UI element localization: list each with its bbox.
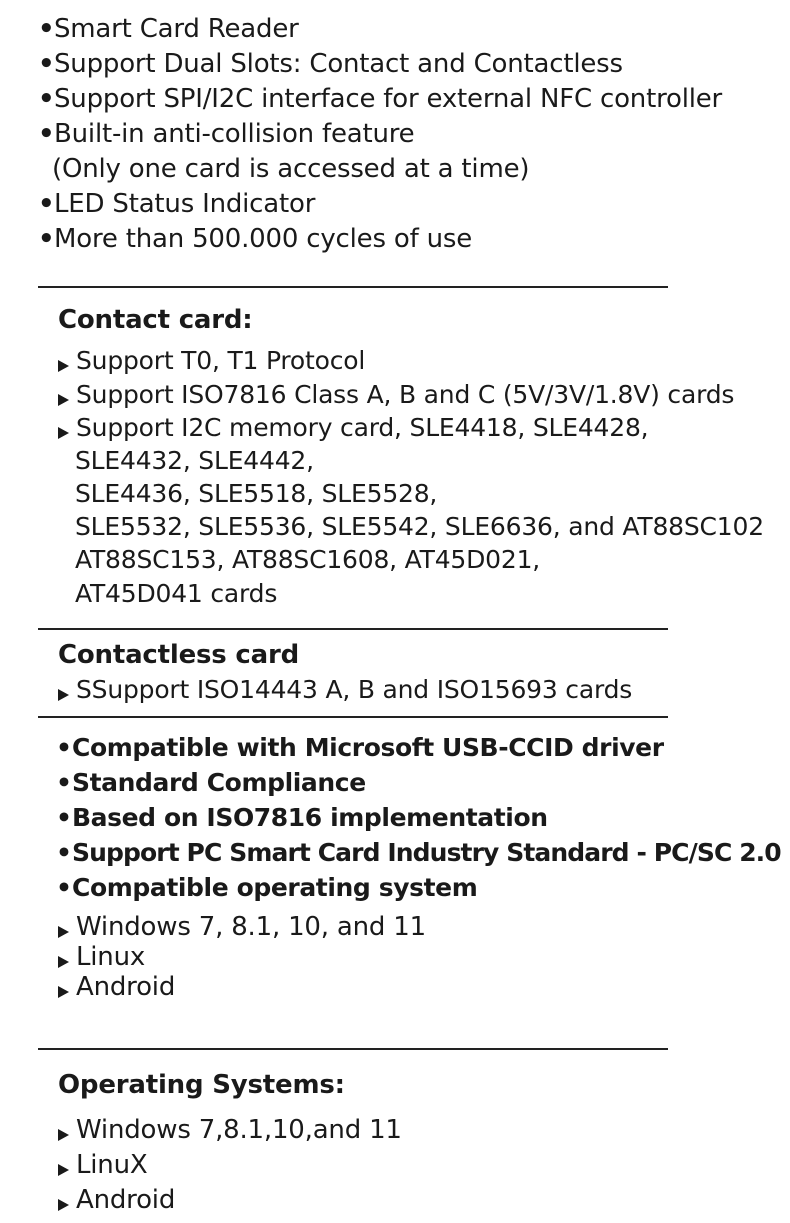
section-divider <box>38 286 668 288</box>
triangle-bullet-icon <box>58 1199 69 1211</box>
compatible-os-item: Linux <box>58 940 145 974</box>
operating-systems-heading: Operating Systems: <box>58 1070 345 1100</box>
compliance-item: •Support PC Smart Card Industry Standard - PC/SC 2.0 <box>56 838 781 867</box>
triangle-bullet-icon <box>58 689 69 701</box>
compliance-item: •Compatible operating system <box>56 873 478 902</box>
contact-card-continuation: SLE4436, SLE5518, SLE5528, <box>75 479 438 508</box>
compatible-os-item: Windows 7, 8.1, 10, and 11 <box>58 910 426 944</box>
compliance-item: •Based on ISO7816 implementation <box>56 803 548 832</box>
feature-item: •More than 500.000 cycles of use <box>38 224 473 254</box>
contact-card-item: Support T0, T1 Protocol <box>58 344 365 378</box>
triangle-bullet-icon <box>58 956 69 968</box>
contact-card-item: Support I2C memory card, SLE4418, SLE4428, <box>58 411 648 445</box>
contactless-card-item: SSupport ISO14443 A, B and ISO15693 cards <box>58 673 632 707</box>
compliance-item: •Compatible with Microsoft USB-CCID driver <box>56 733 664 762</box>
operating-system-item: LinuX <box>58 1148 147 1182</box>
contact-card-heading: Contact card: <box>58 305 253 335</box>
feature-item: •Smart Card Reader <box>38 14 299 44</box>
feature-item: •Support SPI/I2C interface for external NFC controller <box>38 84 723 114</box>
feature-note: (Only one card is accessed at a time) <box>52 154 530 184</box>
compliance-item: •Standard Compliance <box>56 768 366 797</box>
feature-item: •Built-in anti-collision feature <box>38 119 415 149</box>
triangle-bullet-icon <box>58 1129 69 1141</box>
feature-item: •Support Dual Slots: Contact and Contactless <box>38 49 623 79</box>
section-divider <box>38 1048 668 1050</box>
section-divider <box>38 716 668 718</box>
contact-card-item: Support ISO7816 Class A, B and C (5V/3V/1.8V) cards <box>58 378 734 412</box>
contact-card-continuation: AT45D041 cards <box>75 579 278 608</box>
contact-card-continuation: SLE4432, SLE4442, <box>75 446 314 475</box>
triangle-bullet-icon <box>58 360 69 372</box>
triangle-bullet-icon <box>58 986 69 998</box>
triangle-bullet-icon <box>58 427 69 439</box>
triangle-bullet-icon <box>58 394 69 406</box>
operating-system-item: Windows 7,8.1,10,and 11 <box>58 1113 402 1147</box>
section-divider <box>38 628 668 630</box>
triangle-bullet-icon <box>58 926 69 938</box>
triangle-bullet-icon <box>58 1164 69 1176</box>
contactless-card-heading: Contactless card <box>58 640 300 670</box>
contact-card-continuation: AT88SC153, AT88SC1608, AT45D021, <box>75 545 541 574</box>
operating-system-item: Android <box>58 1183 175 1217</box>
feature-item: •LED Status Indicator <box>38 189 316 219</box>
compatible-os-item: Android <box>58 970 175 1004</box>
contact-card-continuation: SLE5532, SLE5536, SLE5542, SLE6636, and AT88SC102 <box>75 512 764 541</box>
